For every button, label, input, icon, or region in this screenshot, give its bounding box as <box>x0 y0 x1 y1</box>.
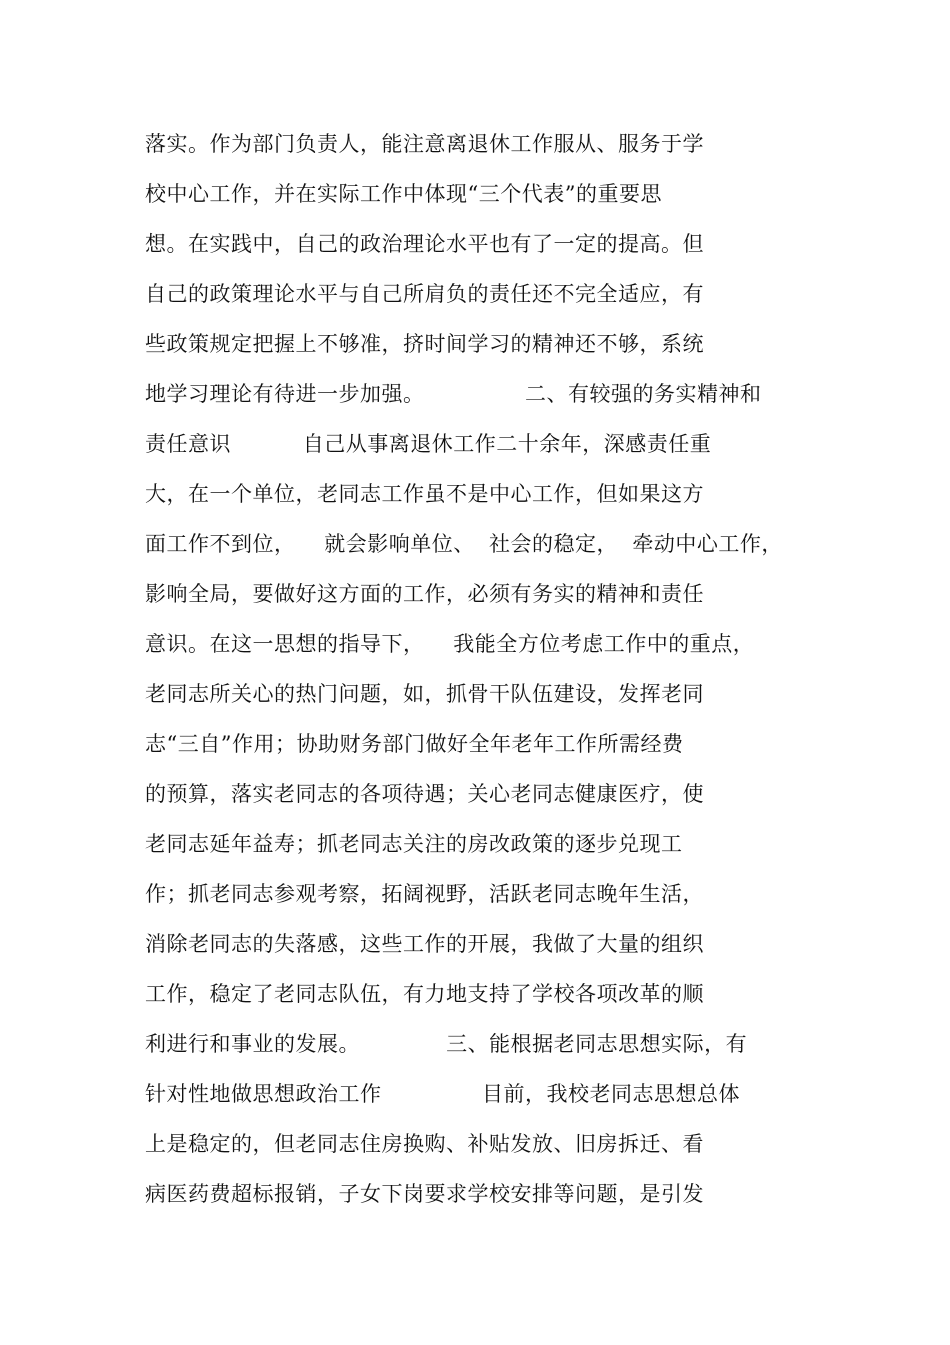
text-line-14: 的预算，落实老同志的各项待遇；关心老同志健康医疗，使 <box>145 782 704 806</box>
text-line-7: 责任意识 自己从事离退休工作二十余年，深感责任重 <box>145 432 712 456</box>
text-line-17: 消除老同志的失落感，这些工作的开展，我做了大量的组织 <box>145 932 704 956</box>
text-line-22: 病医药费超标报销，子女下岗要求学校安排等问题，是引发 <box>145 1182 704 1206</box>
text-line-4: 自己的政策理论水平与自己所肩负的责任还不完全适应，有 <box>145 282 704 306</box>
text-line-10: 影响全局，要做好这方面的工作，必须有务实的精神和责任 <box>145 582 704 606</box>
body-text <box>145 119 825 1219</box>
text-line-21: 上是稳定的，但老同志住房换购、补贴发放、旧房拆迁、看 <box>145 1132 704 1156</box>
text-line-18: 工作，稳定了老同志队伍，有力地支持了学校各项改革的顺 <box>145 982 704 1006</box>
text-line-13: 志“三自”作用；协助财务部门做好全年老年工作所需经费 <box>145 732 684 756</box>
text-line-1: 落实。作为部门负责人，能注意离退休工作服从、服务于学 <box>145 132 704 156</box>
text-line-19: 利进行和事业的发展。 三、能根据老同志思想实际，有 <box>145 1032 748 1056</box>
text-line-15: 老同志延年益寿；抓老同志关注的房改政策的逐步兑现工 <box>145 832 683 856</box>
text-line-5: 些政策规定把握上不够准，挤时间学习的精神还不够，系统 <box>145 332 704 356</box>
text-line-12: 老同志所关心的热门问题，如，抓骨干队伍建设，发挥老同 <box>145 682 704 706</box>
text-line-20: 针对性地做思想政治工作 目前，我校老同志思想总体 <box>145 1082 740 1106</box>
text-line-3: 想。在实践中，自己的政治理论水平也有了一定的提高。但 <box>145 232 704 256</box>
text-line-11: 意识。在这一思想的指导下， 我能全方位考虑工作中的重点， <box>145 632 755 656</box>
text-line-6: 地学习理论有待进一步加强。 二、有较强的务实精神和 <box>145 382 762 406</box>
text-line-8: 大，在一个单位，老同志工作虽不是中心工作，但如果这方 <box>145 482 704 506</box>
text-line-16: 作；抓老同志参观考察，拓阔视野，活跃老同志晚年生活， <box>145 882 704 906</box>
text-line-2: 校中心工作，并在实际工作中体现“三个代表”的重要思 <box>145 182 662 206</box>
text-line-9: 面工作不到位， 就会影响单位、 社会的稳定， 牵动中心工作， <box>145 532 783 556</box>
